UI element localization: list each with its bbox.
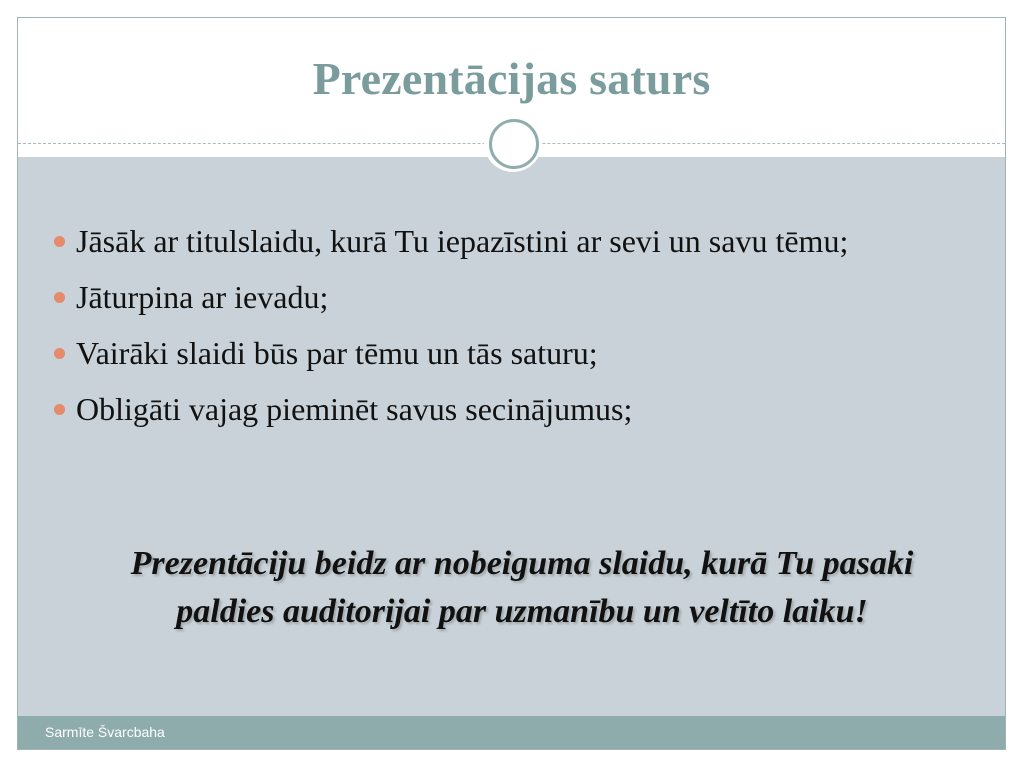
slide-title: Prezentācijas saturs [312, 53, 711, 104]
footer-author: Sarmīte Švarcbaha [45, 724, 165, 740]
bullet-dot-icon [54, 404, 65, 415]
bullet-text: Vairāki slaidi būs par tēmu un tās saturu; [76, 335, 598, 371]
closing-note: Prezentāciju beidz ar nobeiguma slaidu, kurā Tu pasaki paldies auditorijai par uzmanību un veltīto laiku! [130, 545, 914, 630]
bullet-text: Obligāti vajag pieminēt savus secinājumus; [76, 391, 633, 427]
slide [17, 17, 1006, 750]
bullet-dot-icon [54, 236, 65, 247]
bullet-item [54, 220, 954, 262]
bullet-text: Jāturpina ar ievadu; [76, 279, 329, 315]
divider-circle-icon [489, 119, 539, 169]
bullet-list [54, 220, 954, 444]
bullet-item [54, 276, 954, 318]
bullet-text: Jāsāk ar titulslaidu, kurā Tu iepazīstini ar sevi un savu tēmu; [76, 223, 849, 259]
bullet-dot-icon [54, 292, 65, 303]
footer-bar [18, 716, 1005, 750]
bullet-dot-icon [54, 348, 65, 359]
bullet-item [54, 332, 954, 374]
bullet-item [54, 388, 954, 430]
